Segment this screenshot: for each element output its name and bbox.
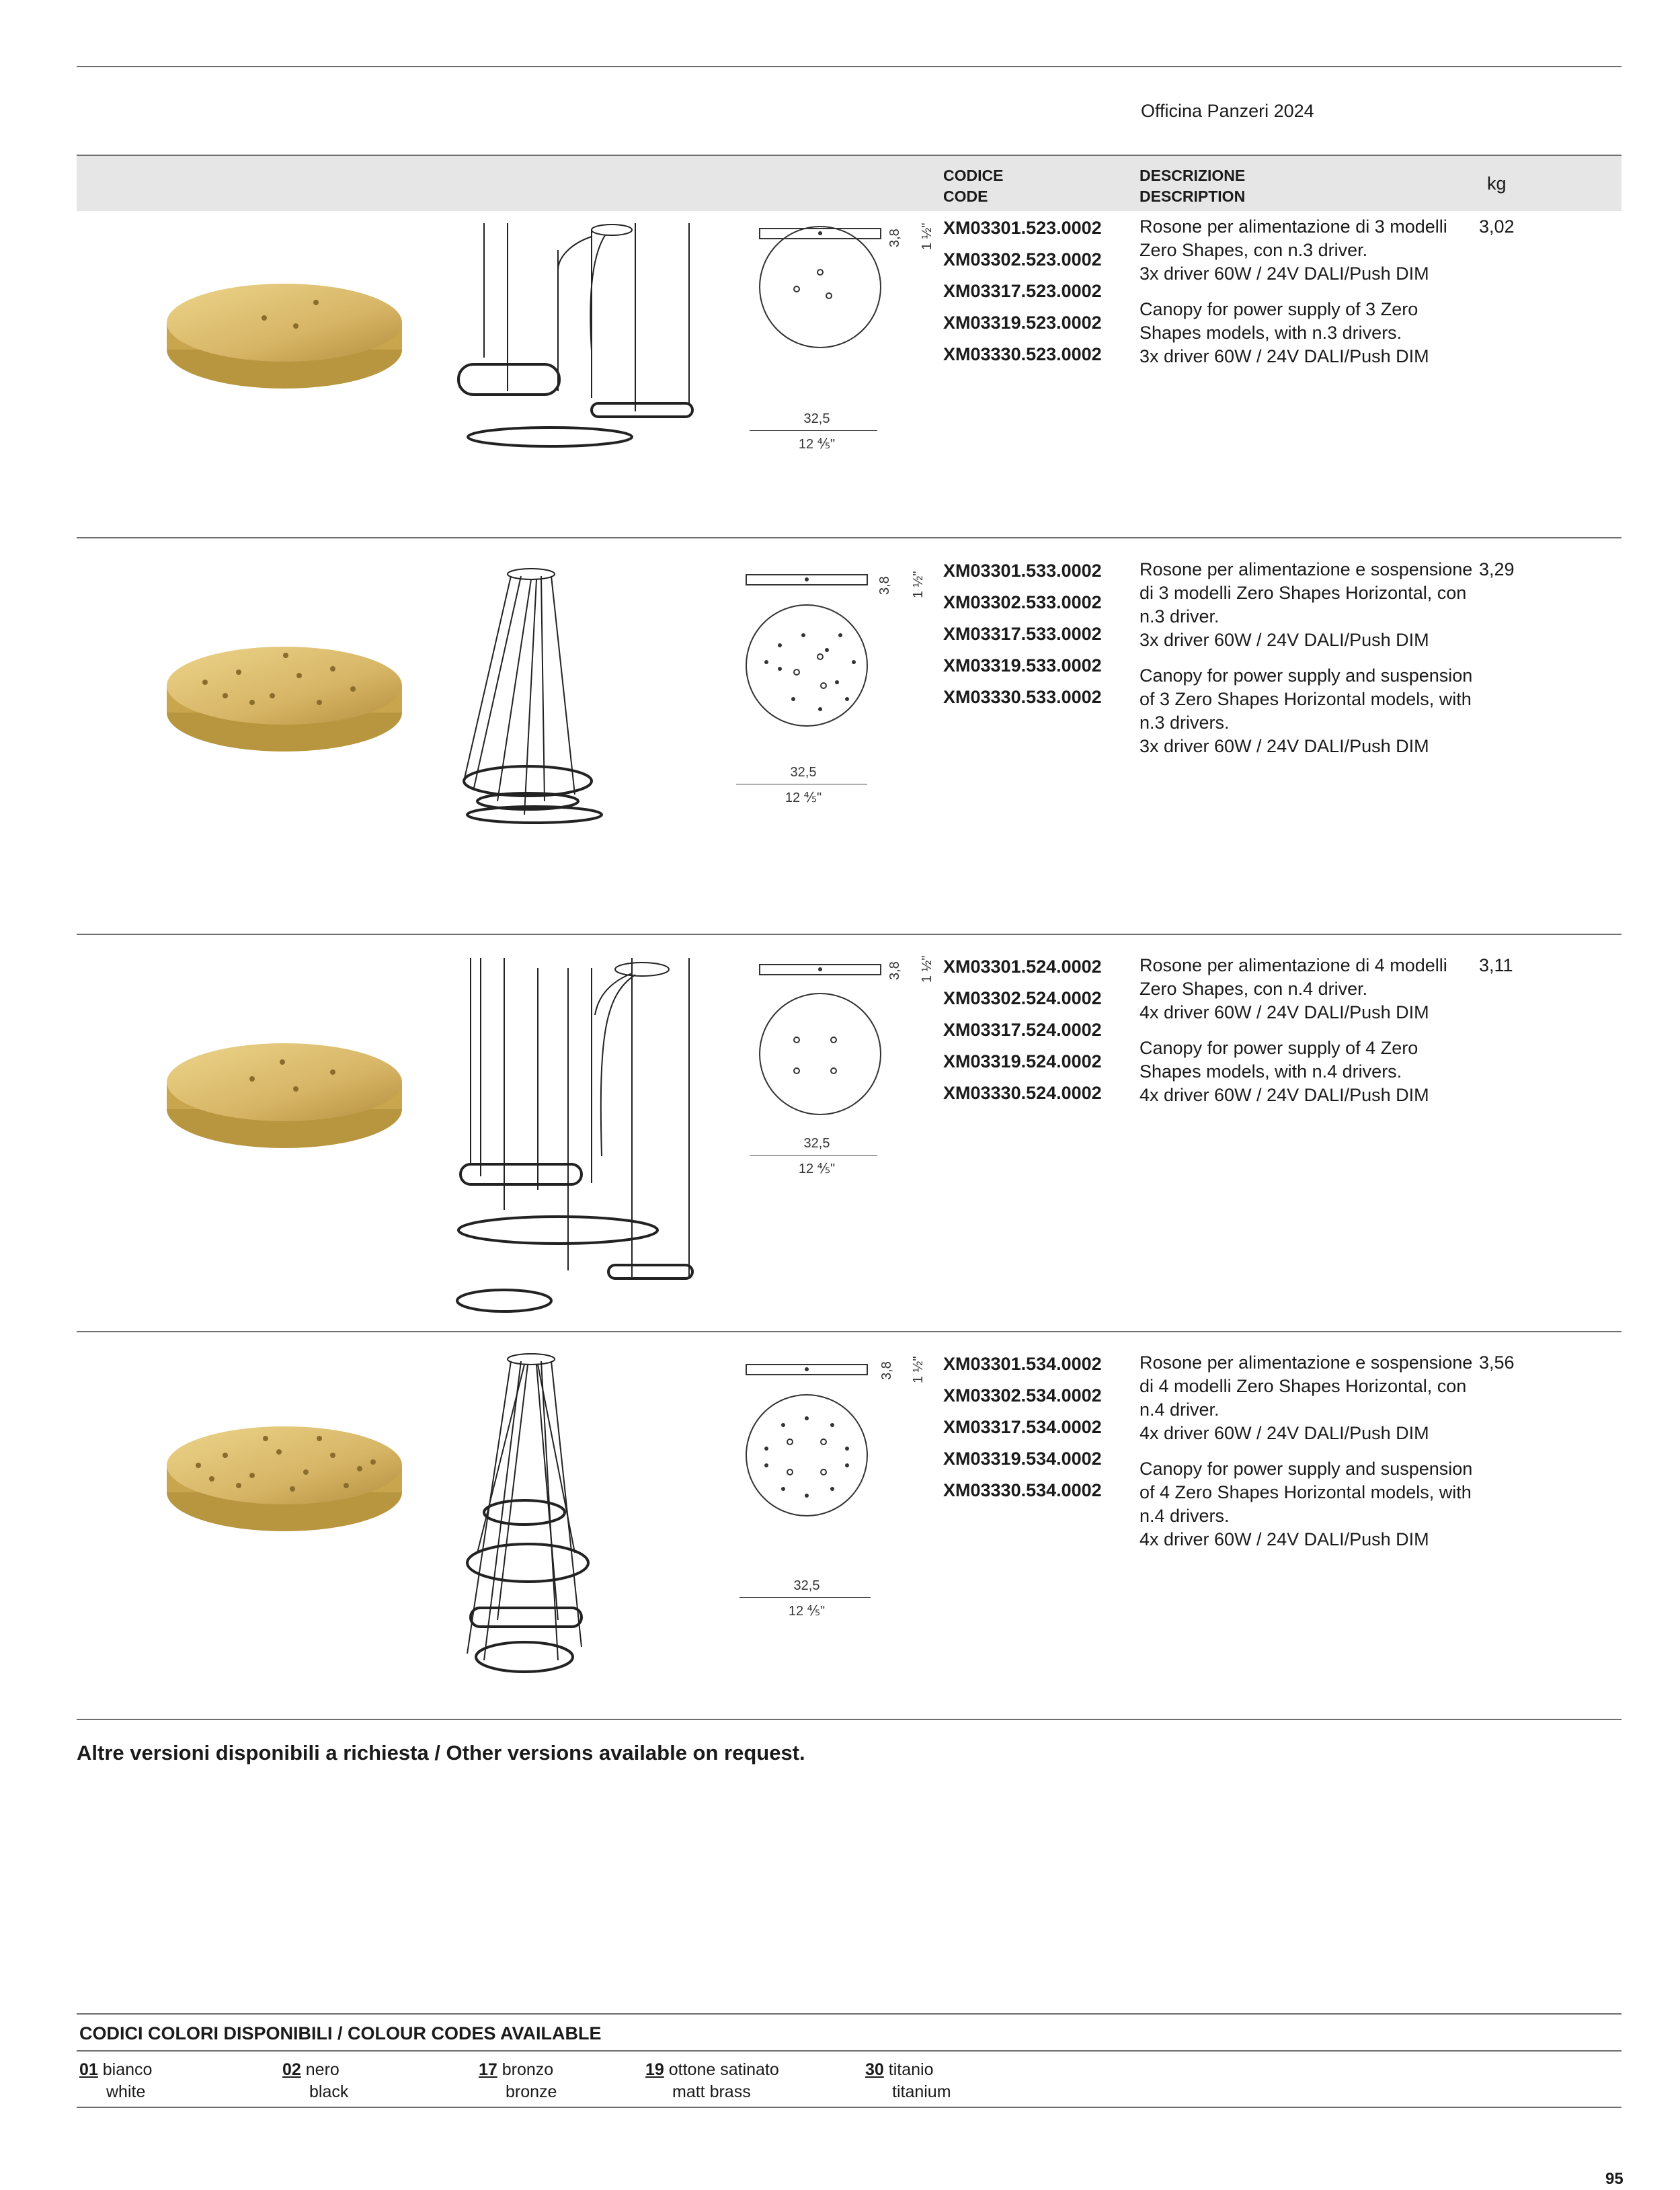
row-separator [77, 1719, 1622, 1720]
table-header [77, 156, 1622, 211]
col-weight-header: kg [1487, 173, 1507, 194]
colour-name-en: black [309, 2082, 349, 2101]
width-in-label: 12 ⅘" [785, 790, 822, 805]
colour-code-number: 17 [479, 2060, 497, 2079]
canopy-photo [151, 1408, 413, 1556]
colour-name-it: ottone satinato [668, 2060, 779, 2079]
product-code: XM03302.523.0002 [943, 249, 1102, 270]
colour-name-it: titanio [888, 2060, 934, 2079]
suspension-drawing [450, 216, 733, 458]
colour-code-item [865, 2059, 951, 2103]
product-description [1139, 558, 1476, 758]
desc-it: Rosone per alimentazione di 4 modelli Zero Shapes, con n.4 driver. [1139, 955, 1447, 999]
product-weight: 3,11 [1479, 955, 1513, 975]
product-code: XM03319.524.0002 [943, 1051, 1102, 1071]
colour-name-en: white [106, 2082, 146, 2101]
colour-name-it: bianco [102, 2060, 153, 2079]
bottom-rule [77, 2107, 1622, 2108]
driver-en: 3x driver 60W / 24V DALI/Push DIM [1139, 346, 1429, 366]
height-in-label: 1 ½" [911, 571, 926, 598]
availability-note: Altre versioni disponibili a richiesta / Other versions available on request. [77, 1741, 805, 1765]
width-cm-label: 32,5 [793, 1578, 820, 1593]
canopy-photo [151, 266, 413, 413]
colour-code-item [282, 2059, 348, 2103]
driver-it: 3x driver 60W / 24V DALI/Push DIM [1139, 630, 1429, 650]
height-in-label: 1 ½" [920, 222, 934, 250]
product-code: XM03301.534.0002 [943, 1354, 1102, 1374]
desc-en: Canopy for power supply and suspension of 3 Zero Shapes Horizontal models, with n.3 drivers. [1139, 665, 1473, 733]
product-code: XM03301.533.0002 [943, 561, 1102, 581]
product-code: XM03301.524.0002 [943, 957, 1102, 977]
col-code-en: CODE [943, 188, 988, 205]
colour-name-en: titanium [892, 2082, 951, 2101]
desc-it: Rosone per alimentazione e sospensione di 4 modelli Zero Shapes Horizontal, con n.4 driver. [1139, 1352, 1473, 1420]
width-in-label: 12 ⅘" [798, 1162, 836, 1176]
product-weight: 3,02 [1479, 216, 1515, 237]
product-description [1139, 954, 1476, 1107]
desc-en: Canopy for power supply of 4 Zero Shapes models, with n.4 drivers. [1139, 1038, 1418, 1082]
product-codes [943, 1348, 1102, 1506]
colour-code-number: 02 [282, 2060, 301, 2079]
height-in-label: 1 ½" [911, 1356, 926, 1383]
col-desc-header [1139, 165, 1245, 207]
driver-en: 4x driver 60W / 24V DALI/Push DIM [1139, 1529, 1429, 1549]
product-code: XM03330.534.0002 [943, 1480, 1102, 1500]
driver-it: 4x driver 60W / 24V DALI/Push DIM [1139, 1002, 1429, 1022]
product-code: XM03302.524.0002 [943, 988, 1102, 1008]
product-code: XM03302.534.0002 [943, 1385, 1102, 1406]
driver-en: 3x driver 60W / 24V DALI/Push DIM [1139, 736, 1429, 756]
colour-codes-title: CODICI COLORI DISPONIBILI / COLOUR CODES AVAILABLE [79, 2023, 602, 2043]
driver-it: 3x driver 60W / 24V DALI/Push DIM [1139, 263, 1429, 284]
desc-en: Canopy for power supply and suspension of 4 Zero Shapes Horizontal models, with n.4 drivers. [1139, 1459, 1473, 1526]
product-code: XM03317.524.0002 [943, 1020, 1102, 1040]
desc-it: Rosone per alimentazione e sospensione di 3 modelli Zero Shapes Horizontal, con n.3 driver. [1139, 559, 1473, 626]
colour-name-it: nero [305, 2060, 339, 2079]
height-cm-label: 3,8 [887, 961, 902, 980]
product-code: XM03319.534.0002 [943, 1449, 1102, 1469]
row-separator [77, 1331, 1622, 1332]
suspension-drawing [457, 1351, 612, 1680]
colour-name-en: bronze [506, 2082, 557, 2101]
product-code: XM03330.533.0002 [943, 687, 1102, 707]
canopy-technical-drawing [739, 1358, 887, 1526]
width-cm-label: 32,5 [803, 411, 830, 426]
colour-code-number: 30 [865, 2060, 884, 2079]
product-description [1139, 1351, 1476, 1551]
canopy-photo [151, 628, 413, 776]
product-codes [943, 212, 1102, 370]
product-code: XM03319.533.0002 [943, 655, 1102, 676]
product-weight: 3,56 [1479, 1352, 1515, 1373]
product-codes [943, 555, 1102, 713]
col-code-it: CODICE [943, 167, 1004, 184]
product-code: XM03317.534.0002 [943, 1417, 1102, 1437]
col-desc-it: DESCRIZIONE [1139, 167, 1246, 184]
dimension-line [739, 1597, 871, 1598]
product-description [1139, 215, 1476, 368]
colour-codes-rule [77, 2050, 1622, 2052]
colour-name-en: matt brass [672, 2082, 751, 2101]
row-separator [77, 934, 1622, 935]
product-code: XM03330.523.0002 [943, 344, 1102, 364]
product-codes [943, 951, 1102, 1109]
row-separator [77, 537, 1622, 538]
suspension-drawing [450, 955, 733, 1317]
height-cm-label: 3,8 [879, 1361, 894, 1380]
page-number: 95 [1605, 2170, 1624, 2188]
brand-year: Officina Panzeri 2024 [1141, 101, 1314, 121]
width-cm-label: 32,5 [803, 1136, 830, 1151]
product-code: XM03319.523.0002 [943, 313, 1102, 333]
colour-code-item [79, 2059, 152, 2103]
suspension-drawing [457, 566, 612, 828]
product-weight: 3,29 [1479, 559, 1515, 579]
col-code-header [943, 165, 1003, 207]
col-desc-en: DESCRIPTION [1139, 188, 1246, 205]
colour-codes-rule [77, 2013, 1622, 2015]
height-cm-label: 3,8 [877, 576, 892, 595]
driver-it: 4x driver 60W / 24V DALI/Push DIM [1139, 1423, 1429, 1443]
product-code: XM03302.533.0002 [943, 592, 1102, 612]
canopy-technical-drawing [753, 958, 901, 1126]
width-in-label: 12 ⅘" [798, 437, 836, 452]
canopy-technical-drawing [739, 568, 887, 736]
desc-it: Rosone per alimentazione di 3 modelli Zero Shapes, con n.3 driver. [1139, 216, 1447, 260]
colour-code-item [479, 2059, 557, 2103]
product-code: XM03317.533.0002 [943, 624, 1102, 644]
dimension-line [750, 430, 877, 431]
top-rule [77, 66, 1622, 67]
width-in-label: 12 ⅘" [788, 1604, 826, 1619]
colour-code-number: 01 [79, 2060, 98, 2079]
desc-en: Canopy for power supply of 3 Zero Shapes models, with n.3 drivers. [1139, 299, 1418, 343]
canopy-photo [151, 1025, 413, 1173]
colour-code-item [645, 2059, 779, 2103]
product-code: XM03330.524.0002 [943, 1083, 1102, 1103]
canopy-technical-drawing [753, 222, 901, 390]
width-cm-label: 32,5 [790, 765, 817, 780]
driver-en: 4x driver 60W / 24V DALI/Push DIM [1139, 1085, 1429, 1105]
height-in-label: 1 ½" [920, 955, 934, 983]
height-cm-label: 3,8 [887, 229, 902, 247]
product-code: XM03301.523.0002 [943, 218, 1102, 238]
colour-code-number: 19 [645, 2060, 664, 2079]
colour-name-it: bronzo [502, 2060, 554, 2079]
product-code: XM03317.523.0002 [943, 281, 1102, 301]
